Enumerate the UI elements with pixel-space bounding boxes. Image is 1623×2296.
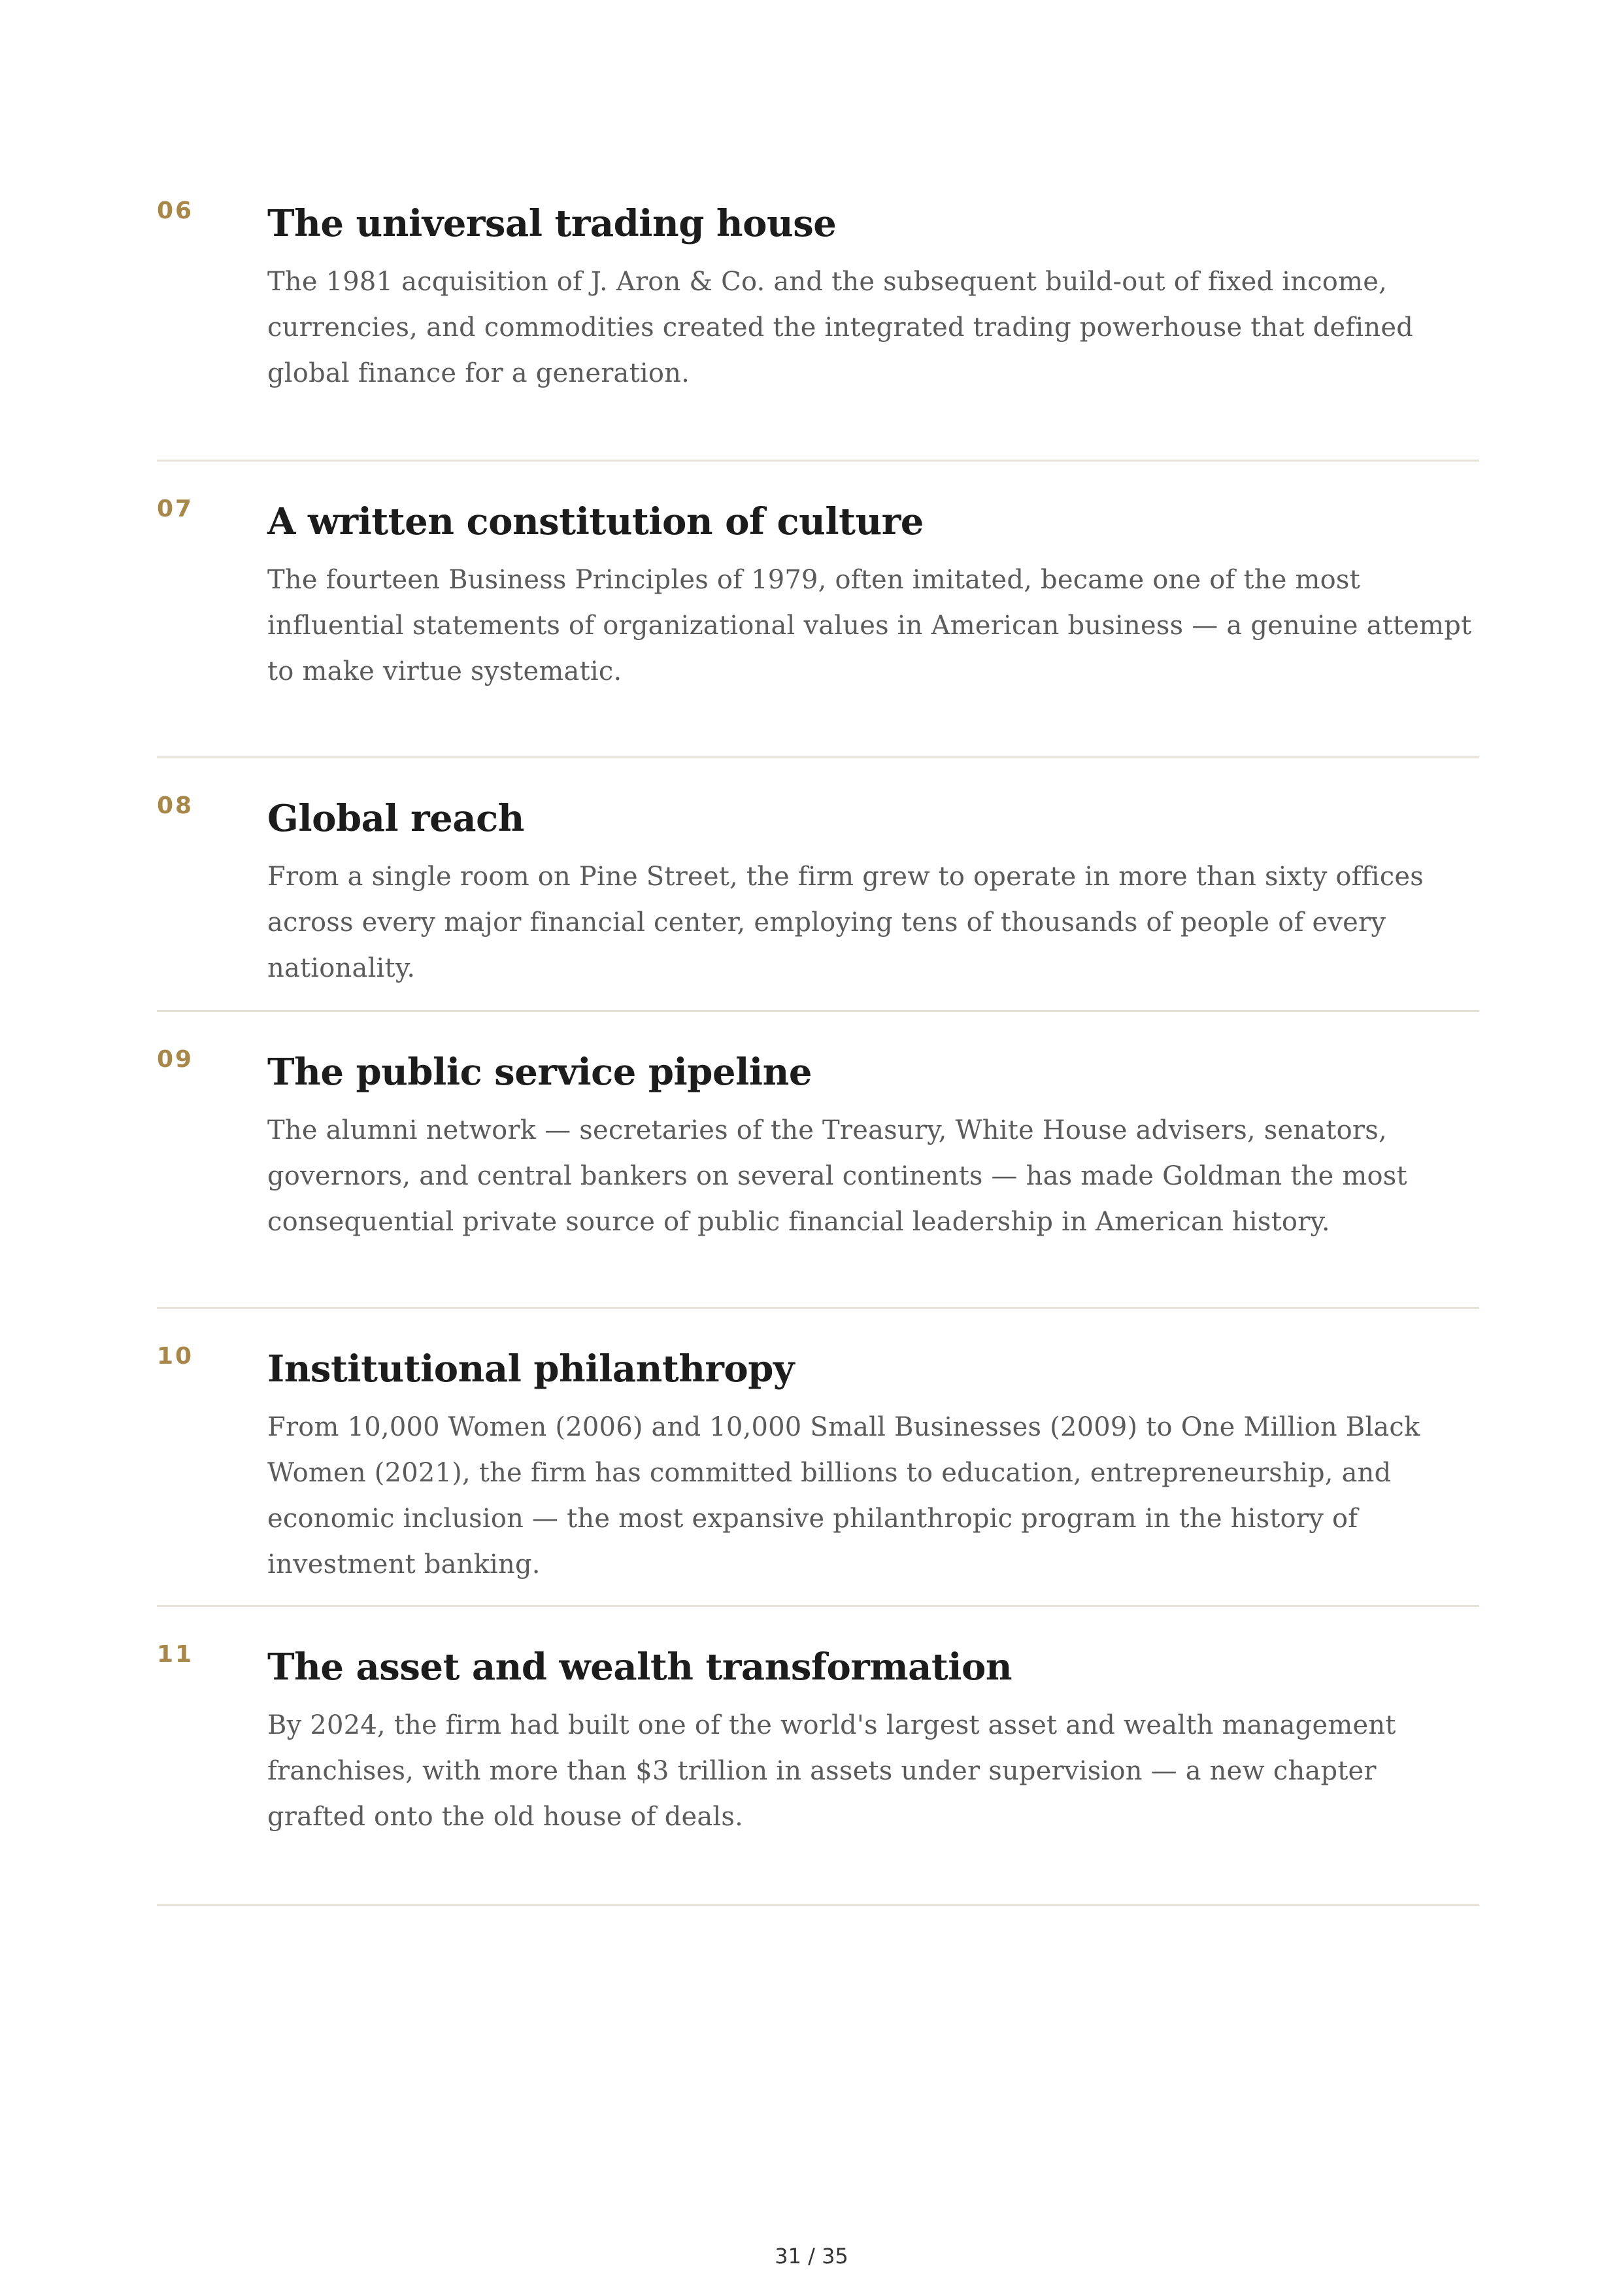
section-number: 10 xyxy=(157,1343,194,1370)
section-number: 09 xyxy=(157,1046,194,1073)
section-item xyxy=(157,163,1479,462)
section-item xyxy=(157,1012,1479,1309)
section-title: The asset and wealth transformation xyxy=(267,1646,1012,1689)
page-number: 31 / 35 xyxy=(775,2244,848,2269)
section-content xyxy=(267,163,1479,448)
section-body: The fourteen Business Principles of 1979, often imitated, became one of the most influential statements of organizational values in American business — a genuine attempt to make virtue systematic. xyxy=(267,565,1472,686)
section-content xyxy=(267,1607,1479,1892)
section-number: 08 xyxy=(157,792,194,819)
section-title: Institutional philanthropy xyxy=(267,1347,794,1391)
section-content xyxy=(267,1309,1479,1640)
section-body: By 2024, the firm had built one of the world's largest asset and wealth management franchises, with more than $3 trillion in assets under supervision — a new chapter grafted onto the old house of deals. xyxy=(267,1710,1396,1832)
section-list xyxy=(157,163,1479,1906)
section-title: A written constitution of culture xyxy=(267,500,924,543)
section-number: 11 xyxy=(157,1641,194,1668)
section-title: The universal trading house xyxy=(267,202,837,245)
section-body: The alumni network — secretaries of the Treasury, White House advisers, senators, governors, and central bankers on several continents — has made Goldman the most consequential private source of public financial leadership in American history. xyxy=(267,1115,1407,1237)
section-number: 07 xyxy=(157,496,194,522)
section-title: Global reach xyxy=(267,797,524,840)
section-body: From a single room on Pine Street, the firm grew to operate in more than sixty offices across every major financial center, employing tens of thousands of people of every nationality. xyxy=(267,862,1424,983)
section-item xyxy=(157,1607,1479,1906)
section-number: 06 xyxy=(157,197,194,224)
section-title: The public service pipeline xyxy=(267,1051,812,1094)
section-content xyxy=(267,1012,1479,1297)
section-body: The 1981 acquisition of J. Aron & Co. and the subsequent build-out of fixed income, currencies, and commodities created the integrated trading powerhouse that defined global finance for a generation. xyxy=(267,267,1414,388)
section-item xyxy=(157,758,1479,1012)
section-item xyxy=(157,462,1479,758)
section-body: From 10,000 Women (2006) and 10,000 Small Businesses (2009) to One Million Black Women (2021), the firm has committed billions to education, entrepreneurship, and economic inclusion — the most expansive philanthropic program in the history of investment banking. xyxy=(267,1412,1420,1579)
section-content xyxy=(267,758,1479,1043)
section-item xyxy=(157,1309,1479,1607)
section-content xyxy=(267,462,1479,747)
